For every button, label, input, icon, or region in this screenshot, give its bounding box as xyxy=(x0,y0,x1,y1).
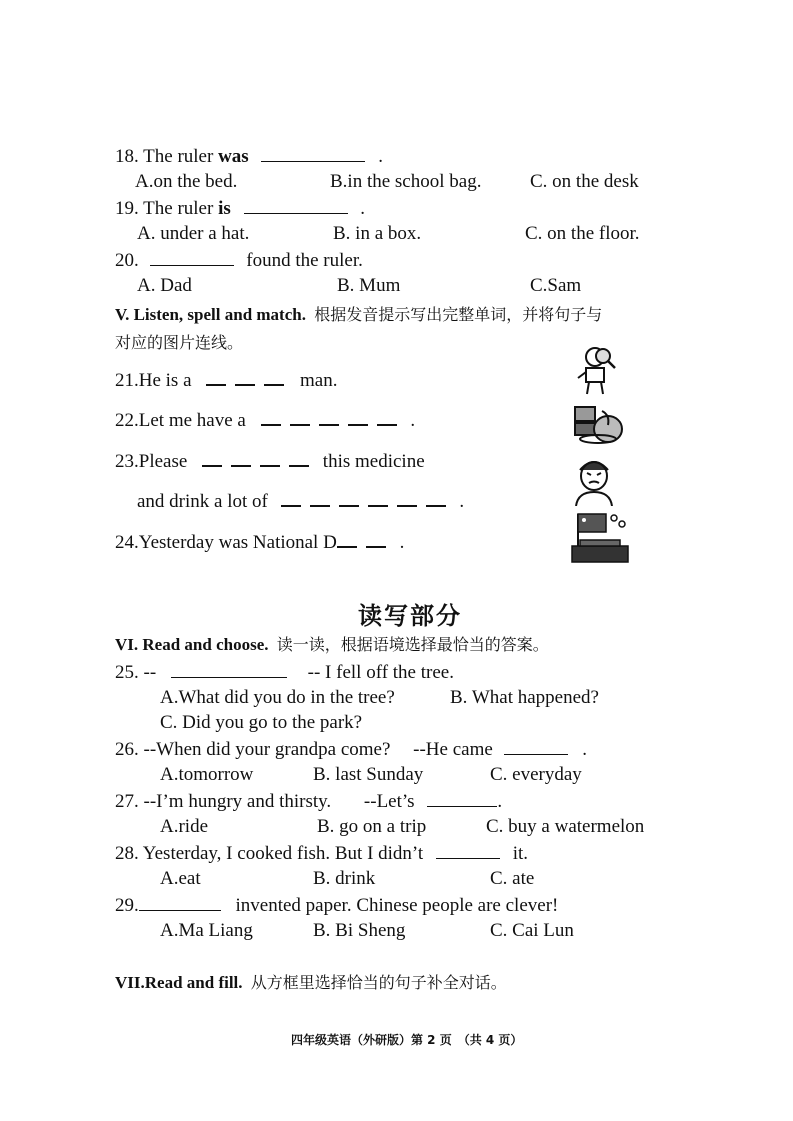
q20-blank[interactable] xyxy=(150,249,234,266)
q23-text-3: and drink a lot of xyxy=(137,491,268,512)
q23-text: 23.Please xyxy=(115,451,188,472)
q25-blank[interactable] xyxy=(171,661,287,678)
q25-number: 25. -- xyxy=(115,662,157,683)
q25-text: -- I fell off the tree. xyxy=(307,662,454,683)
q19-period: . xyxy=(360,198,365,219)
q22-end: . xyxy=(410,410,416,431)
q28-blank[interactable] xyxy=(436,842,500,859)
q21-letter-blanks[interactable] xyxy=(206,370,293,391)
food-picture xyxy=(572,403,626,445)
q24-text: 24.Yesterday was National D xyxy=(115,532,337,553)
section-7-title xyxy=(115,972,507,994)
section-6-english-title: VI. Read and choose. xyxy=(115,635,269,654)
q18-stem xyxy=(115,145,383,168)
q27-option-a[interactable]: A.ride xyxy=(160,816,209,837)
q24-letter-blanks[interactable] xyxy=(337,532,395,553)
q27-blank[interactable] xyxy=(427,790,497,807)
q29-option-b[interactable]: B. Bi Sheng xyxy=(313,920,406,941)
q21 xyxy=(115,370,337,392)
q19-text: 19. The ruler xyxy=(115,198,219,219)
q18-bold-word: was xyxy=(218,146,249,167)
q25-option-c[interactable]: C. Did you go to the park? xyxy=(160,712,363,733)
q27-answer-prefix: --Let’s xyxy=(363,791,415,812)
q19-bold-word: is xyxy=(218,198,231,219)
q22-letter-blanks[interactable] xyxy=(261,410,406,431)
q28-option-b[interactable]: B. drink xyxy=(313,868,376,889)
q26-option-a[interactable]: A.tomorrow xyxy=(160,764,254,785)
q20-number: 20. xyxy=(115,250,139,271)
section-5-title xyxy=(115,304,602,326)
sick-boy-picture xyxy=(570,452,618,506)
q29-blank[interactable] xyxy=(139,894,221,911)
section-5-english-title: V. Listen, spell and match. xyxy=(115,305,306,324)
q19-option-c[interactable]: C. on the floor. xyxy=(525,223,640,244)
section-5-instruction-cont: 对应的图片连线。 xyxy=(115,333,244,352)
q20-stem xyxy=(115,249,363,272)
q22-text: 22.Let me have a xyxy=(115,410,246,431)
q27-option-b[interactable]: B. go on a trip xyxy=(317,816,427,837)
q18-option-a[interactable]: A.on the bed. xyxy=(135,171,238,192)
part-heading: 读写部分 xyxy=(358,602,462,630)
q25-option-b[interactable]: B. What happened? xyxy=(450,687,599,708)
q26-period: . xyxy=(582,739,588,760)
boy-with-magnifier-picture xyxy=(573,344,617,398)
q29-stem xyxy=(115,894,558,917)
q20-option-b[interactable]: B. Mum xyxy=(337,275,401,296)
q23-letter-blanks-2[interactable] xyxy=(281,491,455,512)
q27-period: . xyxy=(497,791,503,812)
q25-stem xyxy=(115,661,454,684)
section-7-english-title: VII.Read and fill. xyxy=(115,973,243,992)
q27-stem xyxy=(115,790,502,813)
q29-option-c[interactable]: C. Cai Lun xyxy=(490,920,574,941)
q18-option-c[interactable]: C. on the desk xyxy=(530,171,639,192)
q26-stem xyxy=(115,738,587,761)
q27-question: 27. --I’m hungry and thirsty. xyxy=(115,791,332,812)
section-6-title xyxy=(115,634,549,656)
q23-text-2: this medicine xyxy=(322,451,425,472)
q29-option-a[interactable]: A.Ma Liang xyxy=(160,920,253,941)
q21-text: 21.He is a xyxy=(115,370,192,391)
q28-option-a[interactable]: A.eat xyxy=(160,868,201,889)
q25-option-a[interactable]: A.What did you do in the tree? xyxy=(160,687,395,708)
national-flag-picture xyxy=(570,510,632,564)
q23-end: . xyxy=(459,491,465,512)
q28-text: 28. Yesterday, I cooked fish. But I didn’t xyxy=(115,843,424,864)
page-footer: 四年级英语（外研版）第 2 页 （共 4 页） xyxy=(291,1033,523,1047)
q28-option-c[interactable]: C. ate xyxy=(490,868,535,889)
q18-text: 18. The ruler xyxy=(115,146,219,167)
q19-stem xyxy=(115,197,365,220)
q24-end: . xyxy=(399,532,405,553)
q29-text: invented paper. Chinese people are clever! xyxy=(235,895,559,916)
q18-option-b[interactable]: B.in the school bag. xyxy=(330,171,482,192)
q27-option-c[interactable]: C. buy a watermelon xyxy=(486,816,645,837)
q24 xyxy=(115,532,404,554)
section-7-chinese-instruction: 从方框里选择恰当的句子补全对话。 xyxy=(250,973,507,992)
q23-letter-blanks-1[interactable] xyxy=(202,451,318,472)
q26-blank[interactable] xyxy=(504,738,568,755)
q20-option-c[interactable]: C.Sam xyxy=(530,275,582,296)
q23-line1 xyxy=(115,451,425,473)
q19-option-b[interactable]: B. in a box. xyxy=(333,223,422,244)
q18-blank[interactable] xyxy=(261,145,365,162)
q26-option-b[interactable]: B. last Sunday xyxy=(313,764,424,785)
q22 xyxy=(115,410,415,432)
q23-line2 xyxy=(137,491,464,513)
q26-answer-prefix: --He came xyxy=(413,739,493,760)
q28-stem xyxy=(115,842,528,865)
section-5-chinese-instruction: 根据发音提示写出完整单词，并将句子与 xyxy=(314,305,603,324)
q26-question: 26. --When did your grandpa come? xyxy=(115,739,391,760)
q19-option-a[interactable]: A. under a hat. xyxy=(137,223,250,244)
q18-period: . xyxy=(378,146,383,167)
q29-number: 29. xyxy=(115,895,139,916)
section-6-chinese-instruction: 读一读，根据语境选择最恰当的答案。 xyxy=(276,635,549,654)
q21-end: man. xyxy=(300,370,338,391)
q28-end: it. xyxy=(512,843,529,864)
q19-blank[interactable] xyxy=(244,197,348,214)
q26-option-c[interactable]: C. everyday xyxy=(490,764,582,785)
q20-text: found the ruler. xyxy=(246,250,363,271)
q20-option-a[interactable]: A. Dad xyxy=(137,275,192,296)
